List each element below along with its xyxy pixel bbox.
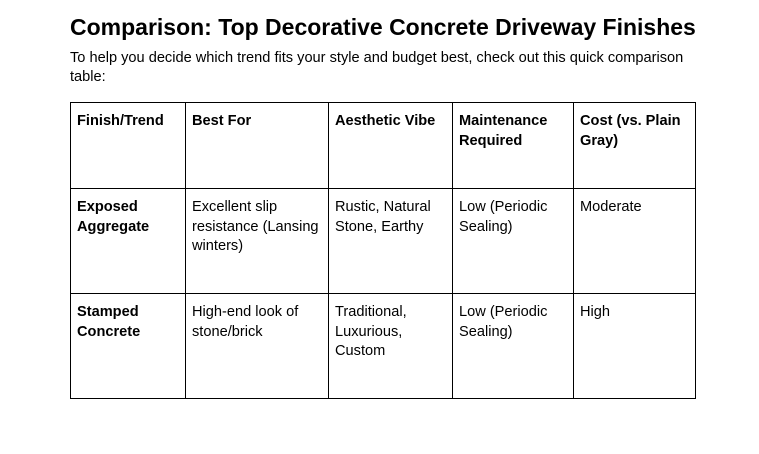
header-cost: Cost (vs. Plain Gray) <box>574 103 696 189</box>
cell-cost: High <box>574 294 696 399</box>
cell-best-for: Excellent slip resistance (Lansing winters) <box>186 189 329 294</box>
header-best-for: Best For <box>186 103 329 189</box>
table-row <box>71 294 696 399</box>
document-page <box>70 12 710 359</box>
cell-cost: Moderate <box>574 189 696 294</box>
header-aesthetic-vibe: Aesthetic Vibe <box>329 103 453 189</box>
intro-paragraph: To help you decide which trend fits your style and budget best, check out this quick comparison table: <box>70 50 684 85</box>
cell-aesthetic: Rustic, Natural Stone, Earthy <box>329 189 453 294</box>
table-row <box>71 189 696 294</box>
table-header-row <box>71 103 696 189</box>
cell-maintenance: Low (Periodic Sealing) <box>453 189 574 294</box>
header-maintenance: Maintenance Required <box>453 103 574 189</box>
comparison-table <box>70 102 696 399</box>
header-finish-trend: Finish/Trend <box>71 103 186 189</box>
page-title: Comparison: Top Decorative Concrete Driveway Finishes <box>70 14 696 40</box>
cell-finish: Stamped Concrete <box>71 294 186 399</box>
cell-finish: Exposed Aggregate <box>71 189 186 294</box>
cell-best-for: High-end look of stone/brick <box>186 294 329 399</box>
cell-aesthetic: Traditional, Luxurious, Custom <box>329 294 453 399</box>
cell-maintenance: Low (Periodic Sealing) <box>453 294 574 399</box>
